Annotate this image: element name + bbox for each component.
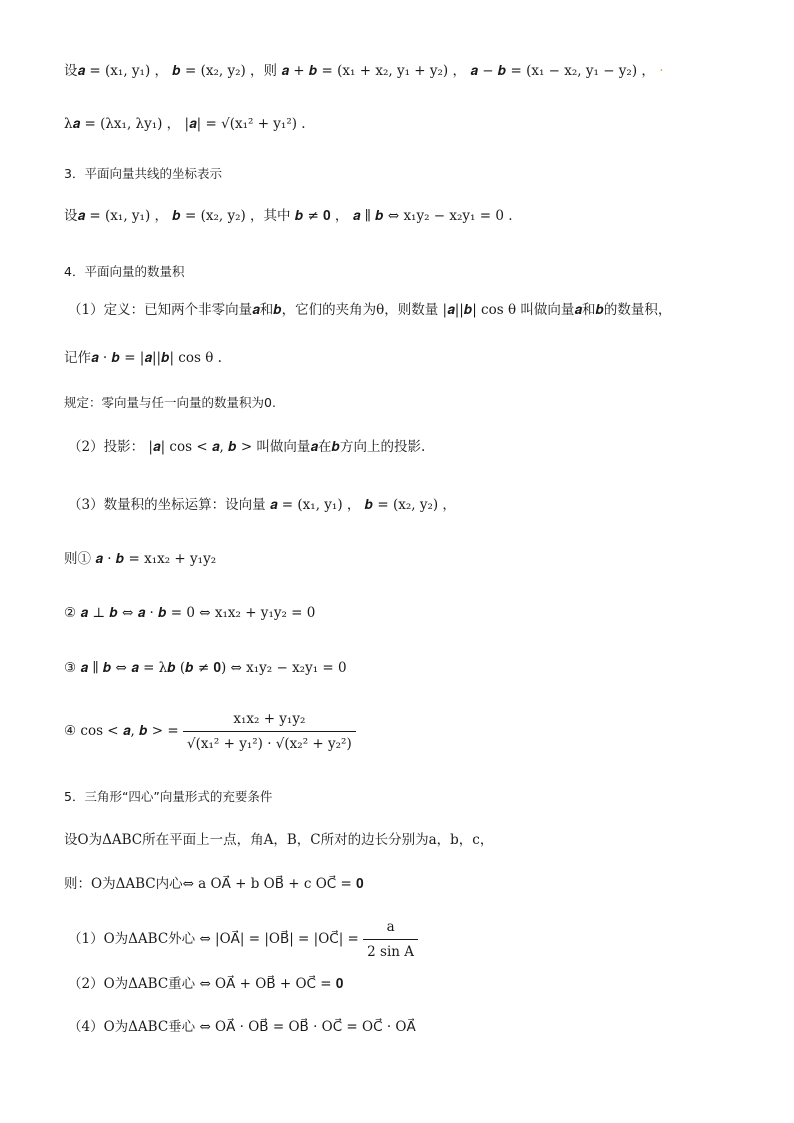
- fraction-numerator: a: [363, 916, 418, 940]
- formula-perpendicular: ② 𝒂 ⊥ 𝒃 ⇔ 𝒂 · 𝒃 = 0 ⇔ x₁x₂ + y₁y₂ = 0: [64, 605, 316, 621]
- section-heading-3: 3．平面向量共线的坐标表示: [64, 166, 222, 181]
- zero-vector-rule: 规定：零向量与任一向量的数量积为0.: [64, 395, 276, 410]
- orthocenter-condition: （4）O为ΔABC垂心 ⇔ OA⃗ · OB⃗ = OB⃗ · OC⃗ = OC⃗ · OA⃗: [68, 1019, 416, 1035]
- formula-dot-product: 则① 𝒂 · 𝒃 = x₁x₂ + y₁y₂: [64, 551, 217, 567]
- centroid-condition: （2）O为ΔABC重心 ⇔ OA⃗ + OB⃗ + OC⃗ = 𝟎: [68, 976, 344, 992]
- paragraph-mark: ·: [659, 63, 664, 79]
- formula-text: 设𝒂 = (x₁, y₁) ， 𝒃 = (x₂, y₂) ，则 𝒂 + 𝒃 = (x₁ + x₂, y₁ + y₂) ， 𝒂 − 𝒃 = (x₁ − x₂, y₁ − y₂) ，: [64, 63, 655, 79]
- fraction-numerator: x₁x₂ + y₁y₂: [183, 708, 356, 732]
- triangle-setup: 设O为ΔABC所在平面上一点，角A，B，C所对的边长分别为a，b，c，: [64, 832, 494, 848]
- formula-prefix: ④ cos < 𝒂, 𝒃 > =: [64, 723, 179, 739]
- dot-product-notation: 记作𝒂 · 𝒃 = |𝒂||𝒃| cos θ .: [64, 350, 222, 366]
- formula-parallel: ③ 𝒂 ∥ 𝒃 ⇔ 𝒂 = λ𝒃 (𝒃 ≠ 𝟎) ⇔ x₁y₂ − x₂y₁ = 0: [64, 660, 347, 676]
- coordinate-operation-intro: （3）数量积的坐标运算：设向量 𝒂 = (x₁, y₁) ， 𝒃 = (x₂, y₂) ，: [68, 497, 456, 513]
- circumcenter-condition: [68, 916, 418, 963]
- fraction-denominator: 2 sin A: [367, 944, 415, 960]
- incenter-condition: 则：O为ΔABC内心⇔ a OA⃗ + b OB⃗ + c OC⃗ = 𝟎: [64, 876, 364, 892]
- fraction: [183, 708, 356, 755]
- scalar-mult-magnitude-formula: λ𝒂 = (λx₁, λy₁) ， |𝒂| = √(x₁² + y₁²) .: [64, 116, 306, 132]
- vector-add-sub-formula: [64, 61, 664, 81]
- fraction-denominator: √(x₁² + y₁²) · √(x₂² + y₂²): [187, 736, 352, 752]
- dot-product-definition: （1）定义：已知两个非零向量𝒂和𝒃，它们的夹角为θ，则数量 |𝒂||𝒃| cos θ 叫做向量𝒂和𝒃的数量积，: [68, 302, 672, 318]
- formula-cos-angle: [64, 708, 356, 755]
- projection-definition: （2）投影： |𝒂| cos < 𝒂, 𝒃 > 叫做向量𝒂在𝒃方向上的投影.: [68, 439, 426, 455]
- section-heading-5: 5．三角形“四心”向量形式的充要条件: [64, 789, 273, 804]
- collinear-formula: 设𝒂 = (x₁, y₁) ， 𝒃 = (x₂, y₂) ，其中 𝒃 ≠ 𝟎 ， 𝒂 ∥ 𝒃 ⇔ x₁y₂ − x₂y₁ = 0 .: [64, 208, 513, 224]
- fraction: [363, 916, 418, 963]
- condition-prefix: （1）O为ΔABC外心 ⇔ |OA⃗| = |OB⃗| = |OC⃗| =: [68, 931, 359, 947]
- section-heading-4: 4．平面向量的数量积: [64, 264, 185, 279]
